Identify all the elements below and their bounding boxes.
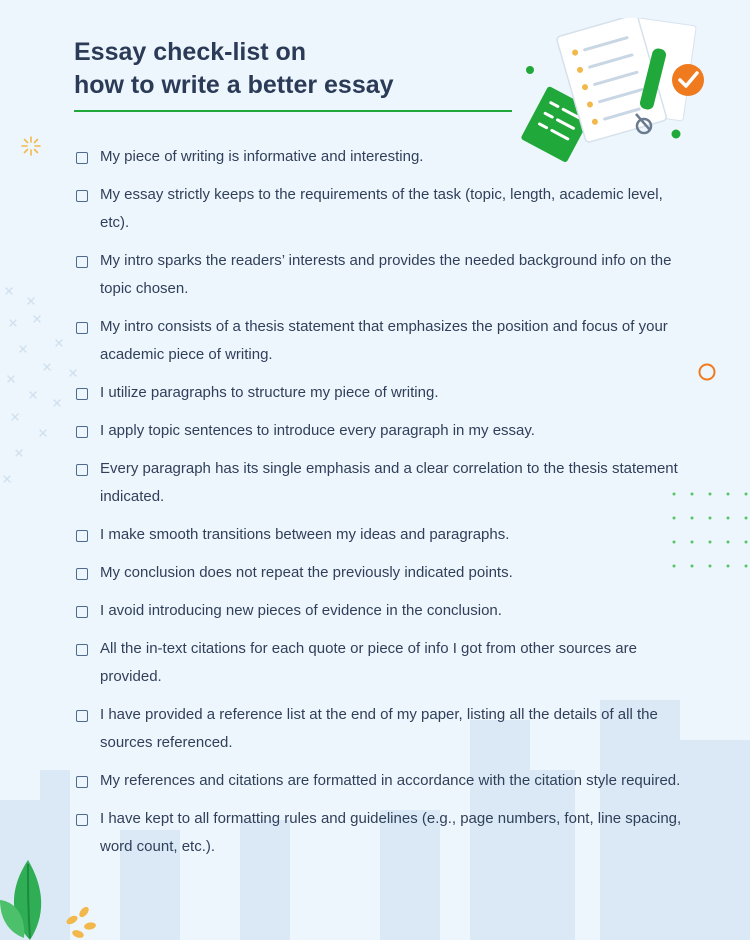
- checkbox[interactable]: [76, 776, 88, 788]
- checkbox[interactable]: [76, 606, 88, 618]
- checklist-item: [76, 417, 686, 445]
- checklist-item: [76, 181, 686, 237]
- essay-checklist: [76, 143, 686, 871]
- checklist-item-text: I avoid introducing new pieces of evidence in the conclusion.: [100, 602, 502, 619]
- checklist-item-text: I have provided a reference list at the end of my paper, listing all the details of all the sources referenced.: [100, 706, 658, 751]
- checkbox[interactable]: [76, 814, 88, 826]
- checklist-item: [76, 701, 686, 757]
- checkbox[interactable]: [76, 426, 88, 438]
- checklist-item-text: I make smooth transitions between my ideas and paragraphs.: [100, 526, 510, 543]
- checklist-item: [76, 805, 686, 861]
- sparkle-icon: [20, 135, 42, 157]
- title-underline: [74, 110, 512, 112]
- checklist-item: [76, 379, 686, 407]
- checklist-item-text: My intro sparks the readers’ interests and provides the needed background info on the topic chosen.: [100, 252, 672, 297]
- checklist-item-text: My piece of writing is informative and interesting.: [100, 148, 424, 165]
- checklist-item-text: My essay strictly keeps to the requirements of the task (topic, length, academic level, etc).: [100, 186, 663, 231]
- checklist-item-text: All the in-text citations for each quote or piece of info I got from other sources are provided.: [100, 640, 637, 685]
- checkbox[interactable]: [76, 256, 88, 268]
- checklist-item: [76, 521, 686, 549]
- checklist-item: [76, 559, 686, 587]
- checklist-item-text: I have kept to all formatting rules and guidelines (e.g., page numbers, font, line spacing, word count, etc.).: [100, 810, 682, 855]
- checklist-item-text: My intro consists of a thesis statement that emphasizes the position and focus of your academic piece of writing.: [100, 318, 668, 363]
- orange-ring-decoration: [698, 363, 716, 381]
- checklist-clipboard-illustration: [520, 18, 720, 163]
- title-line-2: how to write a better essay: [74, 71, 394, 99]
- checkbox[interactable]: [76, 568, 88, 580]
- checkbox[interactable]: [76, 710, 88, 722]
- checklist-item: [76, 455, 686, 511]
- checkbox[interactable]: [76, 190, 88, 202]
- page-title: [74, 36, 394, 102]
- checkbox[interactable]: [76, 530, 88, 542]
- checklist-item-text: Every paragraph has its single emphasis and a clear correlation to the thesis statement indicated.: [100, 460, 678, 505]
- checklist-item: [76, 247, 686, 303]
- checklist-item: [76, 313, 686, 369]
- title-line-1: Essay check-list on: [74, 38, 307, 66]
- checklist-item-text: My conclusion does not repeat the previously indicated points.: [100, 564, 513, 581]
- checkbox[interactable]: [76, 152, 88, 164]
- checklist-item-text: My references and citations are formatted in accordance with the citation style required.: [100, 772, 681, 789]
- checkbox[interactable]: [76, 644, 88, 656]
- checkbox[interactable]: [76, 388, 88, 400]
- checkbox[interactable]: [76, 464, 88, 476]
- checklist-item-text: I apply topic sentences to introduce every paragraph in my essay.: [100, 422, 535, 439]
- checklist-item: [76, 597, 686, 625]
- checklist-item-text: I utilize paragraphs to structure my piece of writing.: [100, 384, 439, 401]
- checklist-item: [76, 635, 686, 691]
- checkbox[interactable]: [76, 322, 88, 334]
- checklist-item: [76, 767, 686, 795]
- checklist-item: [76, 143, 686, 171]
